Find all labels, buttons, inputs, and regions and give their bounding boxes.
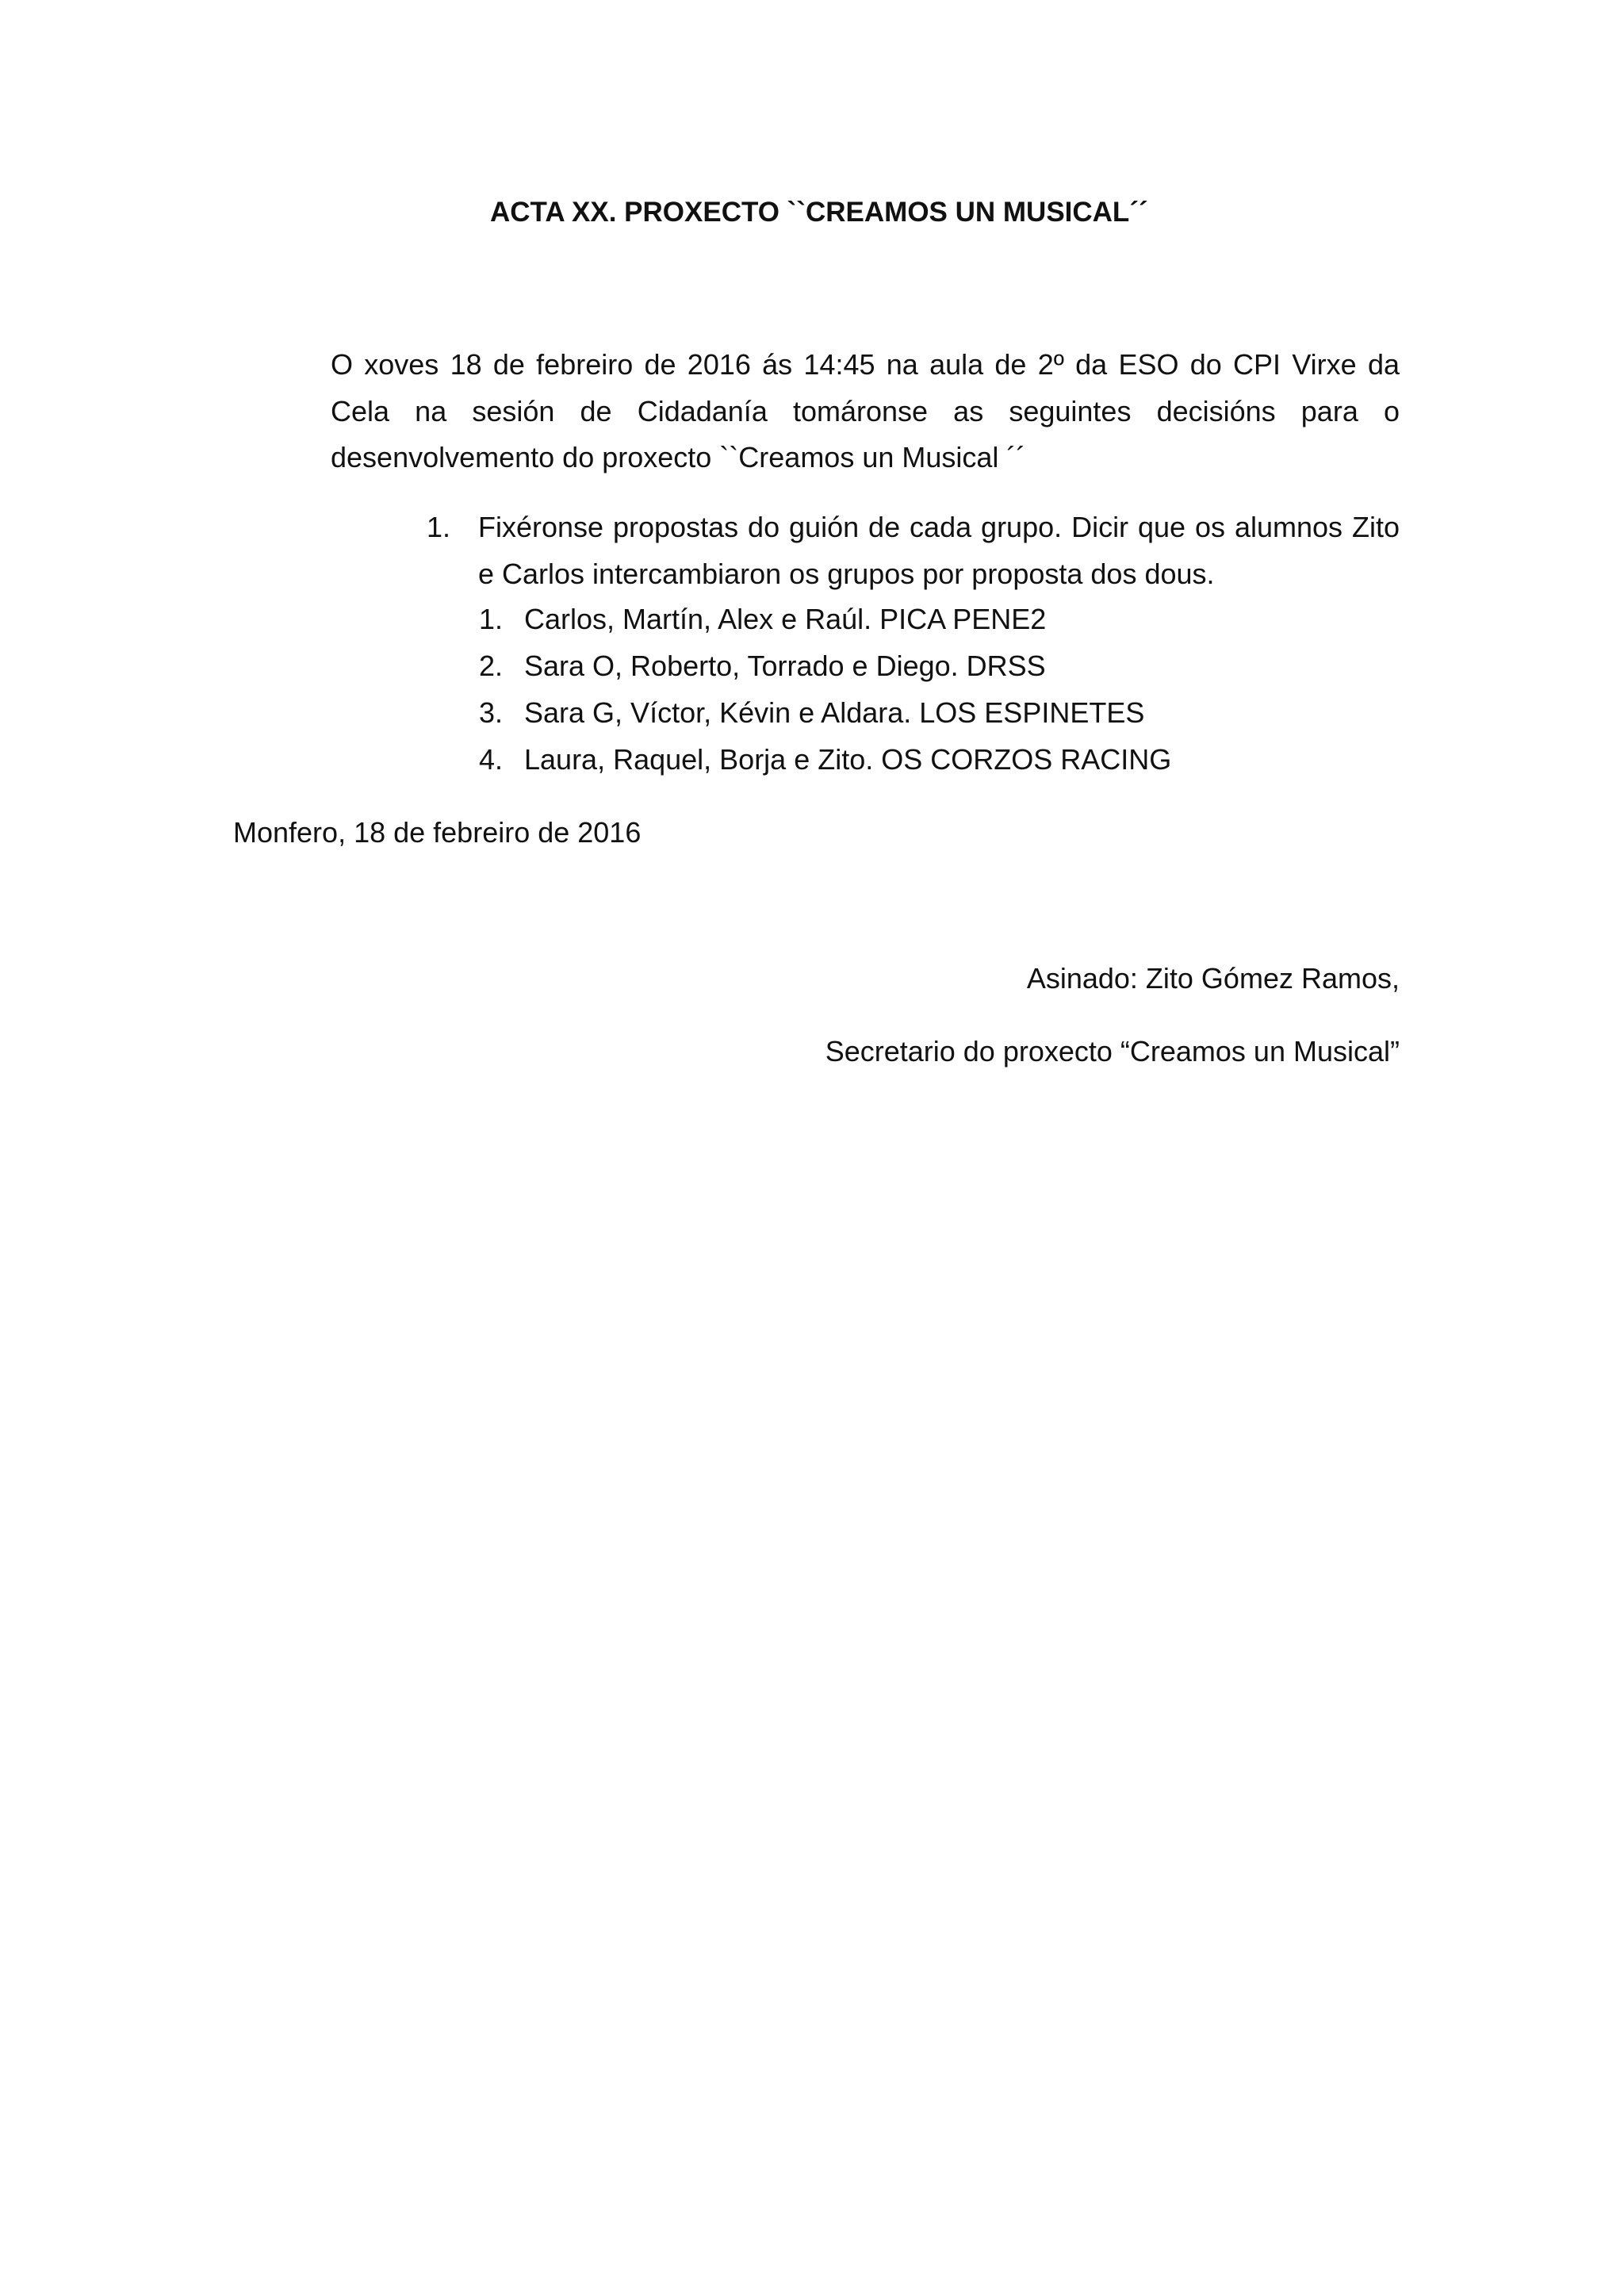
group-item-number: 3. — [479, 696, 504, 729]
group-item-number: 2. — [479, 650, 504, 682]
decision-item — [427, 504, 1400, 597]
group-item-number: 1. — [479, 603, 504, 635]
secretary-line: Secretario do proxecto “Creamos un Musical” — [825, 1035, 1400, 1068]
group-item — [479, 596, 1391, 643]
group-item-text: Sara G, Víctor, Kévin e Aldara. LOS ESPINETES — [524, 696, 1145, 729]
group-item-text: Sara O, Roberto, Torrado e Diego. DRSS — [524, 650, 1046, 682]
place-date: Monfero, 18 de febreiro de 2016 — [233, 816, 642, 849]
group-item — [479, 737, 1391, 784]
decision-item-text: Fixéronse propostas do guión de cada grupo. Dicir que os alumnos Zito e Carlos intercambiaron os grupos por proposta dos dous. — [478, 511, 1400, 590]
group-item-number: 4. — [479, 743, 504, 776]
group-item — [479, 690, 1391, 737]
group-item-text: Laura, Raquel, Borja e Zito. OS CORZOS RACING — [524, 743, 1172, 776]
group-item-text: Carlos, Martín, Alex e Raúl. PICA PENE2 — [524, 603, 1047, 635]
decision-item-number: 1. — [427, 511, 451, 543]
document-title: ACTA XX. PROXECTO ``CREAMOS UN MUSICAL´´ — [490, 197, 1148, 228]
signature-line: Asinado: Zito Gómez Ramos, — [1026, 962, 1400, 995]
intro-paragraph: O xoves 18 de febreiro de 2016 ás 14:45 na aula de 2º da ESO do CPI Virxe da Cela na sesión de Cidadanía tomáronse as seguintes decisións para o desenvolvemento do proxecto ``Creamos un Musical ´´ — [331, 348, 1400, 473]
group-item — [479, 643, 1391, 690]
